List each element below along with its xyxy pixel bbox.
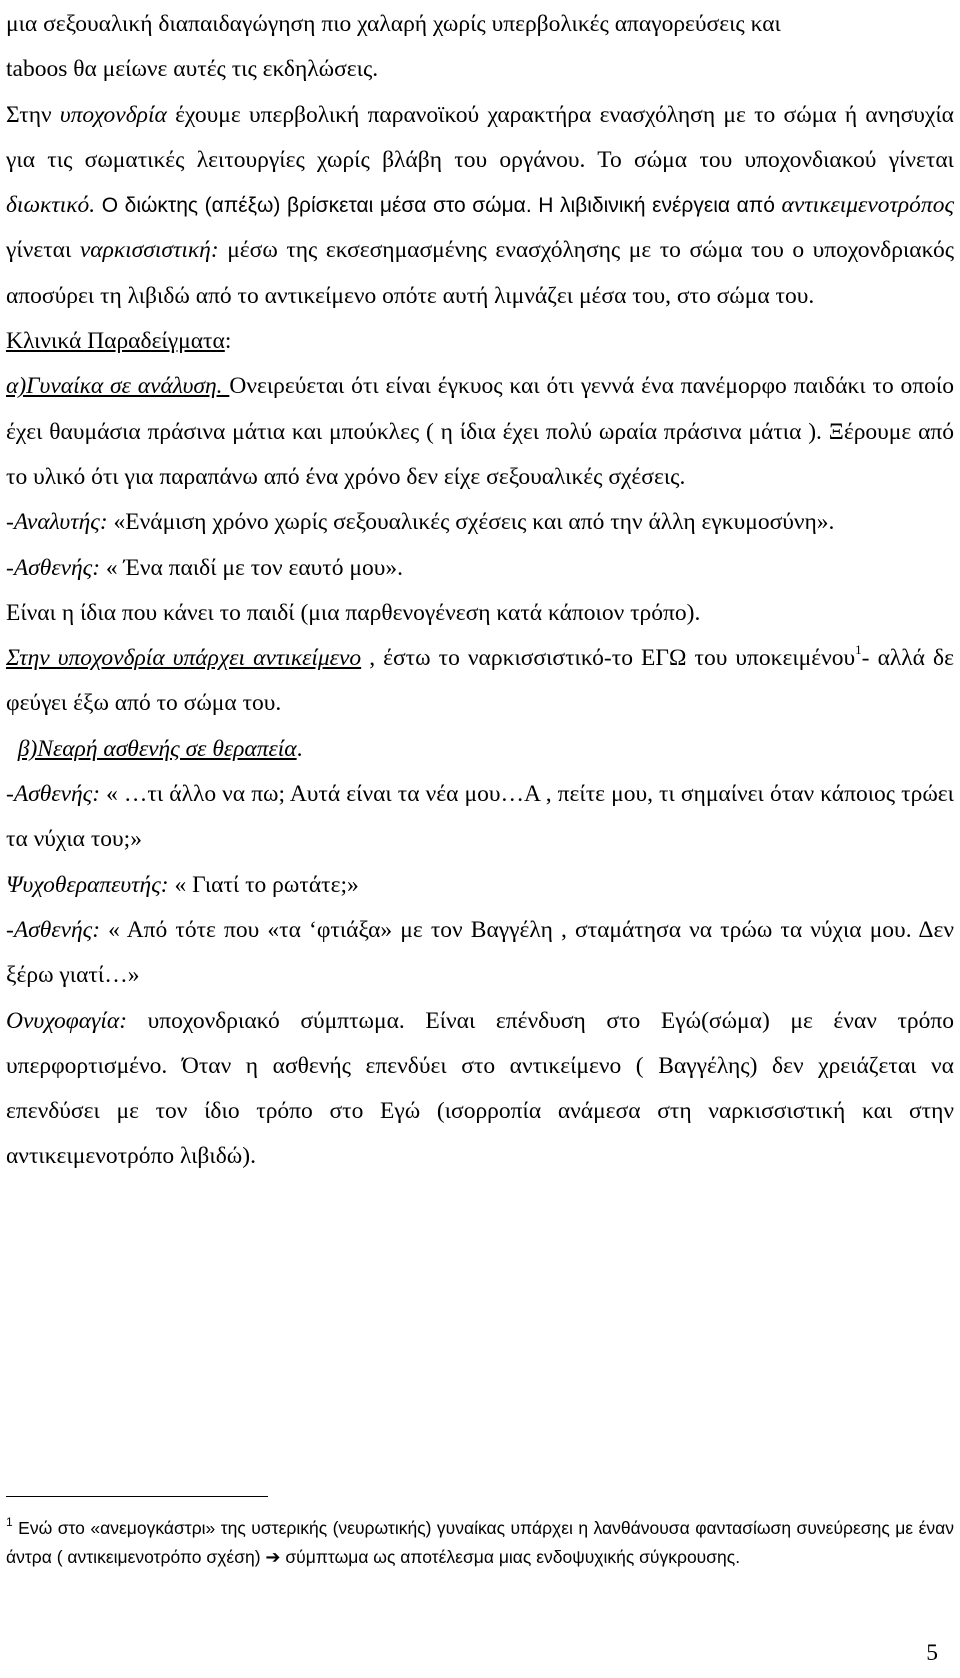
- speech-text: « Από τότε που «τα ‘φτιάξα» με τον Βαγγέλη , σταμάτησα να τρώω τα νύχια μου. Δεν ξέρω γιατί…»: [6, 916, 954, 989]
- speech-text: « …τι άλλο να πω; Αυτά είναι τα νέα μου…Α , πείτε μου, τι σημαίνει όταν κάποιος τρώει τα νύχια του;»: [6, 781, 954, 853]
- text-run: Ο διώκτης (απέξω) βρίσκεται μέσα στο σώμα. Η λιβιδινική ενέργεια από: [95, 194, 782, 218]
- speaker-label: -Αναλυτής:: [6, 509, 108, 536]
- text-run: :: [224, 328, 232, 355]
- emphasis-term: αντικειμενοτρόπος: [781, 192, 954, 219]
- speaker-label: -Ασθενής:: [6, 554, 101, 581]
- text-run: Είναι η ίδια που κάνει το παιδί (μια παρθενογένεση κατά κάποιον τρόπο).: [6, 599, 701, 626]
- case-a-paragraph: [6, 364, 954, 500]
- emphasis-term: διωκτικό.: [6, 192, 96, 219]
- text-run: μέσω της εκσεσημασμένης ενασχόλησης με το σώμα του ο υποχονδριακός αποσύρει τη λιβιδώ από το αντικείμενο οπότε αυτή λιμνάζει μέσα του, στο σώμα του.: [6, 237, 955, 309]
- speech-text: «Ενάμιση χρόνο χωρίς σεξουαλικές σχέσεις και από την άλλη εγκυμοσύνη».: [107, 509, 835, 536]
- text-run: , έστω το ναρκισσιστικό-το ΕΓΩ του υποκειμένου: [361, 645, 856, 672]
- speaker-label: -Ασθενής:: [6, 916, 101, 943]
- paragraph-hypochondria: [6, 93, 954, 319]
- text-line: μια σεξουαλική διαπαιδαγώγηση πιο χαλαρή χωρίς υπερβολικές απαγορεύσεις και: [6, 11, 781, 37]
- section-heading: Κλινικά Παραδείγματα: [6, 328, 225, 355]
- footnote: [6, 1514, 954, 1572]
- footnote-text: σύμπτωμα ως αποτέλεσμα μιας ενδοψυχικής σύγκρουσης.: [280, 1547, 741, 1567]
- hypochondria-object-paragraph: [6, 636, 954, 727]
- speech-text: « Γιατί το ρωτάτε;»: [168, 871, 359, 898]
- body-text: [6, 2, 954, 1180]
- text-line: taboos θα μείωνε αυτές τις εκδηλώσεις.: [6, 56, 379, 83]
- clinical-examples-heading: [6, 319, 954, 364]
- speaker-label: Ψυχοθεραπευτής:: [6, 871, 169, 898]
- speaker-label: -Ασθενής:: [6, 781, 101, 808]
- text-run: έχουμε υπερβολική παρανοϊκού χαρακτήρα ενασχόληση με το σώμα ή ανησυχία για τις σωματικές λειτουργίες χωρίς βλάβη του οργάνου. Το σώμα του υποχονδιακού γίνεται: [6, 101, 954, 173]
- dialogue-patient: [6, 908, 954, 999]
- page-number: 5: [926, 1640, 938, 1666]
- speech-text: « Ένα παιδί με τον εαυτό μου».: [100, 554, 403, 581]
- dialogue-analyst: [6, 500, 954, 545]
- interpretation-paragraph: [6, 591, 954, 636]
- dialogue-patient: [6, 772, 954, 863]
- case-title: α)Γυναίκα σε ανάλυση.: [6, 373, 230, 400]
- text-run: - αλλά δε φεύγει έξω από το σώμα του.: [6, 645, 954, 717]
- paragraph-intro: [6, 2, 954, 93]
- footnote-marker: 1: [6, 1515, 13, 1529]
- text-run: .: [296, 735, 303, 762]
- right-arrow-icon: ➔: [265, 1547, 281, 1567]
- dialogue-patient: [6, 546, 954, 591]
- term-label: Ονυχοφαγία:: [6, 1007, 128, 1034]
- text-run: Στην: [6, 101, 60, 128]
- case-b-heading: [6, 727, 954, 772]
- text-run: Ονειρεύεται ότι είναι έγκυος και ότι γεννά ένα πανέμορφο παιδάκι το οποίο έχει θαυμάσια πράσινα μάτια και μπούκλες ( η ίδια έχει πολύ ωραία πράσινα μάτια ). Ξέρουμε από το υλικό ότι για παραπάνω από ένα χρόνο δεν είχε σεξουαλικές σχέσεις.: [6, 373, 954, 490]
- onychophagia-paragraph: [6, 999, 954, 1180]
- emphasis-term: Στην υποχονδρία υπάρχει αντικείμενο: [6, 645, 362, 672]
- text-run: υποχονδριακό σύμπτωμα. Είναι επένδυση στο Εγώ(σώμα) με έναν τρόπο υπερφορτισμένο. Όταν η ασθενής επενδύει στο αντικείμενο ( Βαγγέλης) δεν χρειάζεται να επενδύσει με τον ίδιο τρόπο στο Εγώ (ισορροπία ανάμεσα στη ναρκισσιστική και στην αντικειμενοτρόπο λιβιδώ).: [6, 1007, 954, 1170]
- text-run: γίνεται: [6, 237, 80, 264]
- emphasis-term: υποχονδρία: [59, 101, 167, 128]
- dialogue-therapist: [6, 863, 954, 908]
- case-title: β)Νεαρή ασθενής σε θεραπεία: [17, 735, 297, 762]
- footnote-text: Ενώ στο «ανεμογκάστρι» της υστερικής (νευρωτικής) γυναίκας υπάρχει η λανθάνουσα φαντασίωση συνεύρεσης με έναν άντρα ( αντικειμενοτρόπο σχέση): [6, 1518, 954, 1567]
- footnote-reference[interactable]: 1: [855, 642, 862, 658]
- footnote-separator: [6, 1496, 268, 1497]
- emphasis-term: ναρκισσιστική:: [79, 237, 219, 264]
